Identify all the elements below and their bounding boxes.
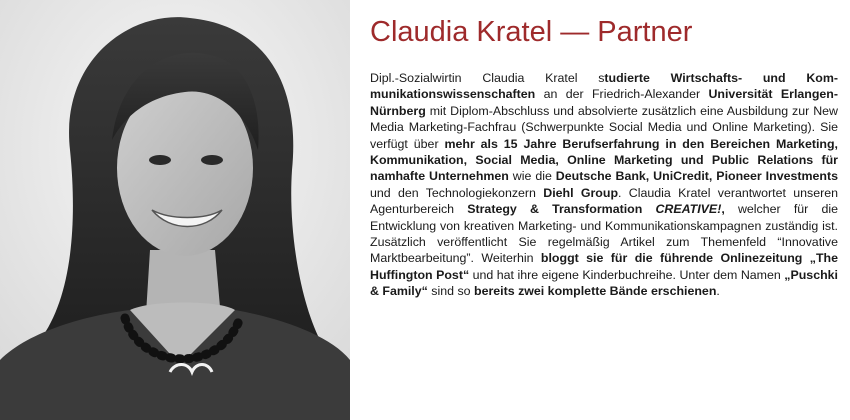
bio-segment: und hat ihre eigene Kinderbuchreihe. Unter dem Namen (469, 267, 785, 282)
bio-text (370, 70, 838, 300)
bio-segment: wie die (508, 169, 556, 184)
bio-segment: sind so (427, 284, 474, 299)
bio-segment: mit Diplom-Abschluss und absolvierte zusätzlich eine Ausbildung zur New Media Marketing-Fachfrau (Schwerpunkte Social Media und Online Marketing). Sie verfügt über (370, 103, 838, 151)
bio-segment: an der Friedrich-Alexander (535, 87, 709, 102)
portrait-icon (0, 0, 350, 420)
bio-segment: Dipl.-Sozialwirtin Claudia Kratel s (370, 71, 605, 85)
bio-segment-bold: Strategy & Transformation (467, 202, 656, 217)
bio-segment-bold: „Puschki & Family“ (370, 267, 838, 299)
bio-segment-bold: Universität Erlangen-Nürnberg (370, 87, 838, 118)
page-title: Claudia Kratel — Partner (370, 16, 693, 48)
bio-segment-bold: Diehl Group (543, 185, 619, 200)
bio-segment-bold: mehr als 15 Jahre Berufserfahrung in den Bereichen Marketing, Kommunikation, Social Media, Online Marketing und Public Relations für namhafte Unternehmen (370, 136, 838, 184)
portrait-photo (0, 0, 350, 420)
profile-content (370, 0, 838, 420)
bio-segment-bold (655, 202, 721, 216)
bio-segment: welcher für die Entwicklung von kreativen Marketing- und Kommunikationskampagnen zuständig ist. Zusätzlich veröffentlicht Sie regelmäßig Artikel zum Themenfeld “Innovative Marktbearbeitung”. Weiterhin (370, 202, 838, 266)
bio-segment-bold: bloggt sie für die führende Onlinezeitung „The Huffington Post“ (370, 251, 838, 282)
bio-segment: und den Technologiekonzern (370, 185, 544, 200)
bio-segment-bold: tudierte Wirtschafts- und Kommunikationswissenschaften (370, 71, 838, 102)
bio-segment-bold: , (721, 202, 725, 217)
bio-segment: . Claudia Kratel verantwortet unseren Agenturbereich (370, 185, 838, 217)
bio-segment-bold: Deutsche Bank, UniCredit, Pioneer Investments (555, 169, 838, 184)
bio-segment-bold: bereits zwei komplette Bände erschienen (474, 284, 717, 299)
bio-segment-emphasis: CREATIVE! (655, 202, 722, 217)
bio-segment: . (716, 284, 720, 299)
